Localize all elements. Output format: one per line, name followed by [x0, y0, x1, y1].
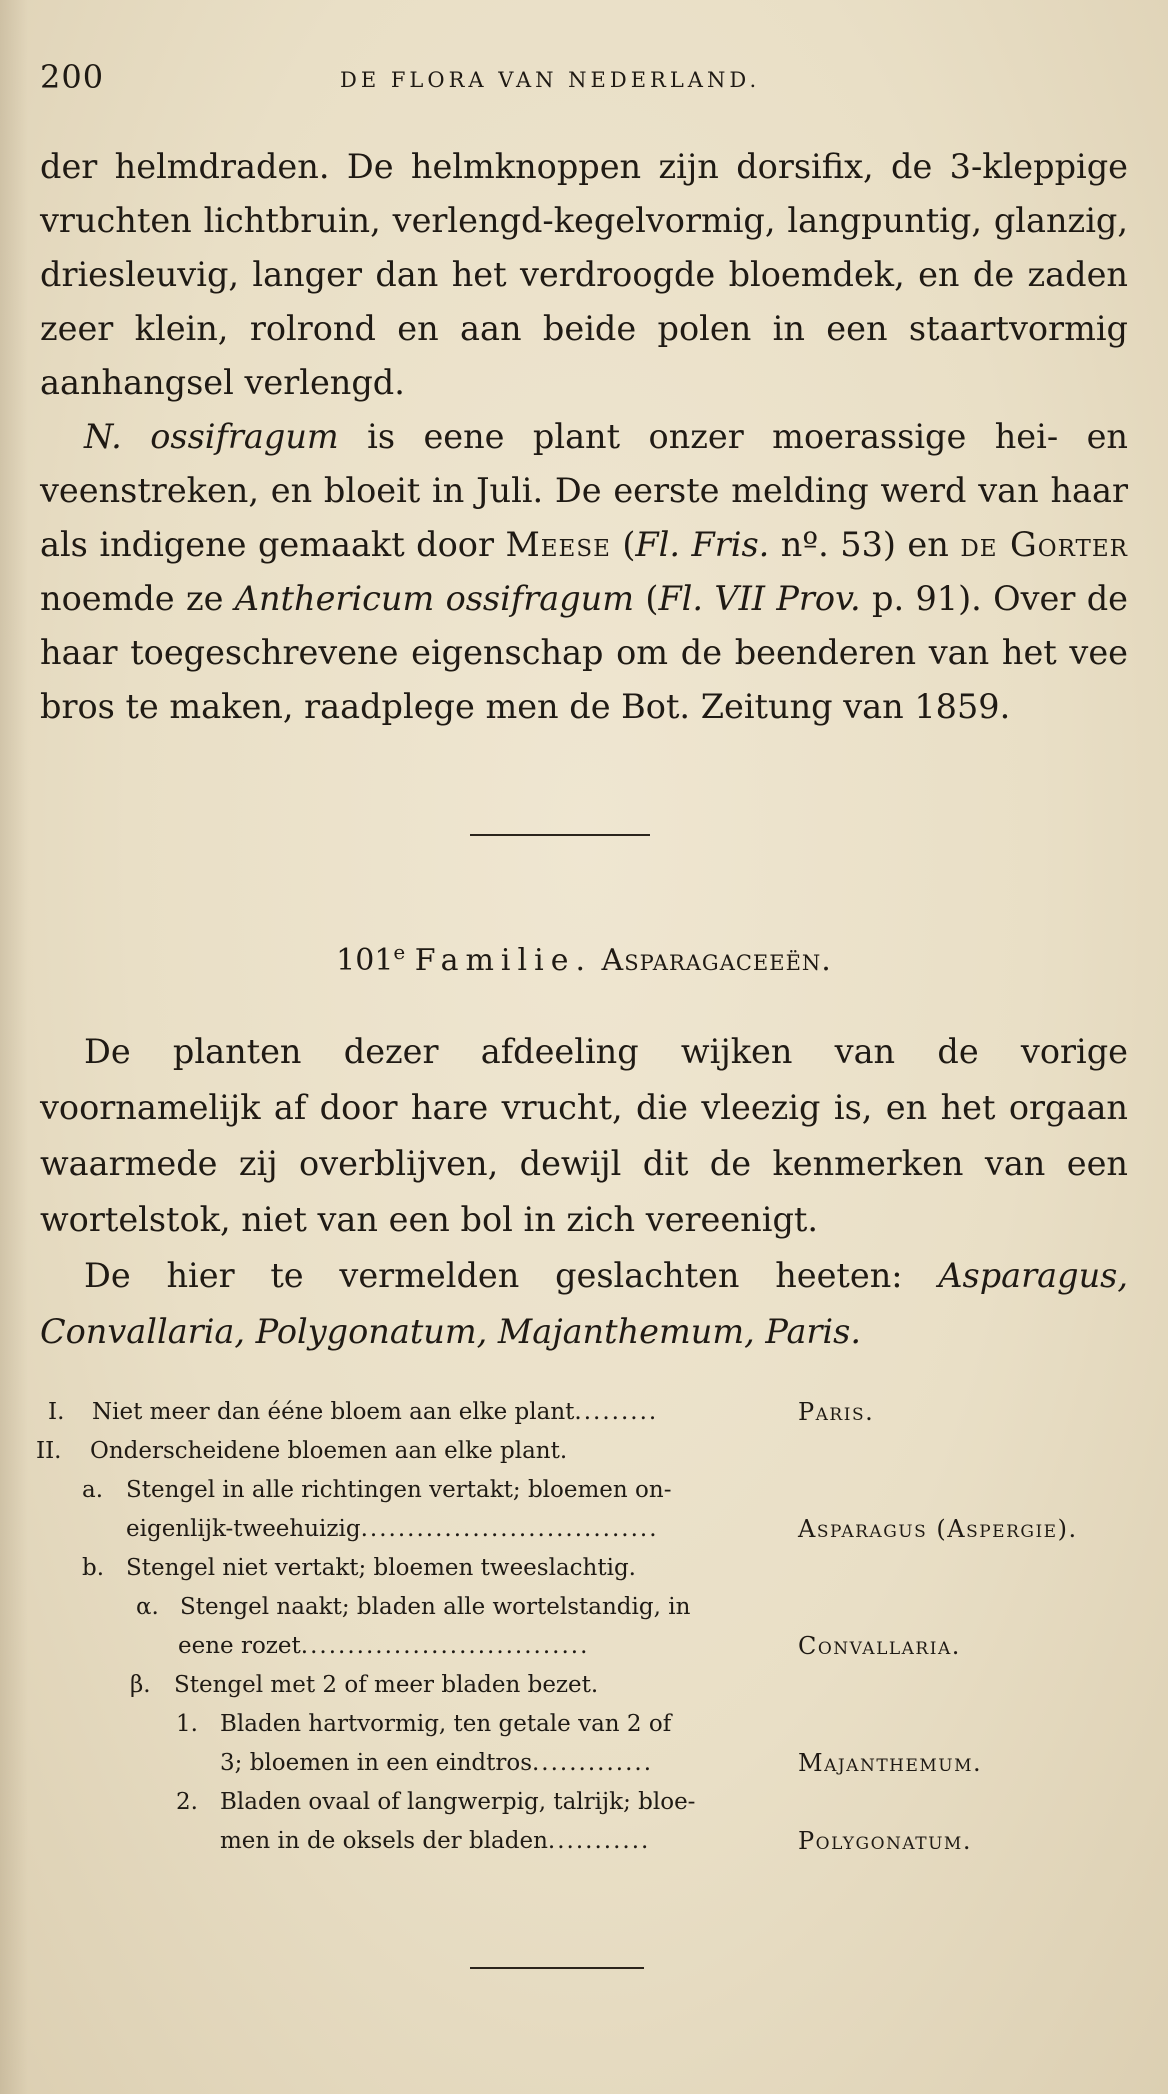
family-number: 101	[336, 943, 394, 978]
key-entry-I	[48, 1393, 658, 1431]
genera-list: Asparagus, Convallaria, Polygonatum, Majanthemum, Paris.	[40, 1256, 1128, 1351]
continued-paragraph: der helmdraden. De helmknoppen zijn dorsifix, de 3-kleppige vruchten lichtbruin, verlengd-kegelvormig, langpuntig, glanzig, driesleuvig, langer dan het verdroogde bloemdek, en de zaden zeer klein, rolrond en aan beide polen in een staartvormig aanhangsel verlengd.	[40, 147, 1128, 402]
key-label: I.	[48, 1399, 65, 1425]
key-entry-II	[36, 1432, 567, 1470]
key-entry-a-cont	[126, 1510, 659, 1548]
key-label: b.	[82, 1555, 105, 1581]
author-name: Meese	[505, 525, 611, 564]
key-text: 3; bloemen in een eindtros	[220, 1750, 532, 1776]
key-text: Niet meer dan ééne bloem aan elke plant	[92, 1399, 575, 1425]
key-text: Stengel met 2 of meer bladen bezet.	[174, 1672, 599, 1698]
page-header	[40, 58, 1128, 98]
key-text: Onderscheidene bloemen aan elke plant.	[90, 1438, 568, 1464]
key-entry-alpha	[136, 1588, 690, 1626]
key-text: Stengel in alle richtingen vertakt; bloemen on-	[126, 1477, 672, 1503]
key-genus-convallaria: Convallaria.	[798, 1632, 961, 1660]
key-entry-a	[82, 1471, 671, 1509]
text-run: noemde ze	[40, 579, 235, 618]
leader-dots: ...........	[547, 1828, 651, 1854]
family-label: Familie.	[414, 943, 592, 978]
species-name: N. ossifragum	[84, 417, 339, 456]
key-genus-asparagus: Asparagus (Aspergie).	[798, 1515, 1078, 1543]
key-label: α.	[136, 1594, 159, 1620]
family-number-suffix: e	[393, 940, 406, 964]
closing-divider	[470, 1967, 644, 1969]
leader-dots: ................................	[360, 1516, 659, 1542]
key-label: β.	[130, 1672, 151, 1698]
text-run: nº. 53) en	[769, 525, 961, 564]
text-run: De hier te vermelden geslachten heeten:	[84, 1256, 939, 1295]
family-heading	[0, 930, 1168, 983]
running-head: DE FLORA VAN NEDERLAND.	[340, 68, 761, 92]
page-number: 200	[40, 58, 105, 96]
section-divider	[470, 834, 650, 836]
text-run: p. 91). Over de haar toegeschrevene eigenschap om de beenderen van het vee bros te maken, raadplege men de Bot. Zeitung van 1859.	[40, 579, 1128, 726]
key-entry-b	[82, 1549, 636, 1587]
text-run: (	[610, 525, 636, 564]
key-label: 2.	[176, 1789, 198, 1815]
author-name: de Gorter	[960, 525, 1128, 564]
key-genus-majanthemum: Majanthemum.	[798, 1749, 983, 1777]
family-description-paragraph: De planten dezer afdeeling wijken van de vorige voornamelijk af door hare vrucht, die vleezig is, en het orgaan waarmede zij overblijven, dewijl dit de kenmerken van een wortelstok, niet van een bol in zich vereenigt.	[40, 1032, 1128, 1239]
leader-dots: ...............................	[300, 1633, 590, 1659]
genera-paragraph	[40, 1248, 1128, 1360]
text-run: (	[634, 579, 659, 618]
key-genus-paris: Paris.	[798, 1398, 875, 1426]
key-text: Stengel niet vertakt; bloemen tweeslachtig.	[126, 1555, 636, 1581]
reference-title: Fl. VII Prov.	[658, 579, 861, 618]
key-label: 1.	[176, 1711, 198, 1737]
key-label: a.	[82, 1477, 104, 1503]
key-label: II.	[36, 1438, 62, 1464]
narthecium-paragraph	[40, 410, 1128, 734]
key-text: Bladen ovaal of langwerpig, talrijk; bloe-	[220, 1789, 696, 1815]
key-entry-beta	[130, 1666, 598, 1704]
key-entry-2-cont	[220, 1822, 650, 1860]
key-genus-polygonatum: Polygonatum.	[798, 1827, 972, 1855]
text-run: is eene plant onzer moerassige hei- en veenstreken, en bloeit in Juli. De eerste melding werd van haar als indigene gemaakt door	[40, 417, 1128, 564]
key-text: Bladen hartvormig, ten getale van 2 of	[220, 1711, 672, 1737]
key-text: eene rozet	[178, 1633, 301, 1659]
key-entry-1-cont	[220, 1744, 653, 1782]
key-entry-1	[176, 1705, 671, 1743]
key-text: eigenlijk-tweehuizig	[126, 1516, 361, 1542]
family-name: Asparagaceeën.	[601, 943, 832, 978]
key-entry-2	[176, 1783, 695, 1821]
synonym-name: Anthericum ossifragum	[234, 579, 635, 618]
key-text: men in de oksels der bladen	[220, 1828, 548, 1854]
key-text: Stengel naakt; bladen alle wortelstandig, in	[180, 1594, 691, 1620]
spine-shadow	[0, 0, 28, 2094]
key-entry-alpha-cont	[178, 1627, 589, 1665]
leader-dots: .............	[532, 1750, 654, 1776]
leader-dots: .........	[574, 1399, 659, 1425]
reference-title: Fl. Fris.	[635, 525, 770, 564]
